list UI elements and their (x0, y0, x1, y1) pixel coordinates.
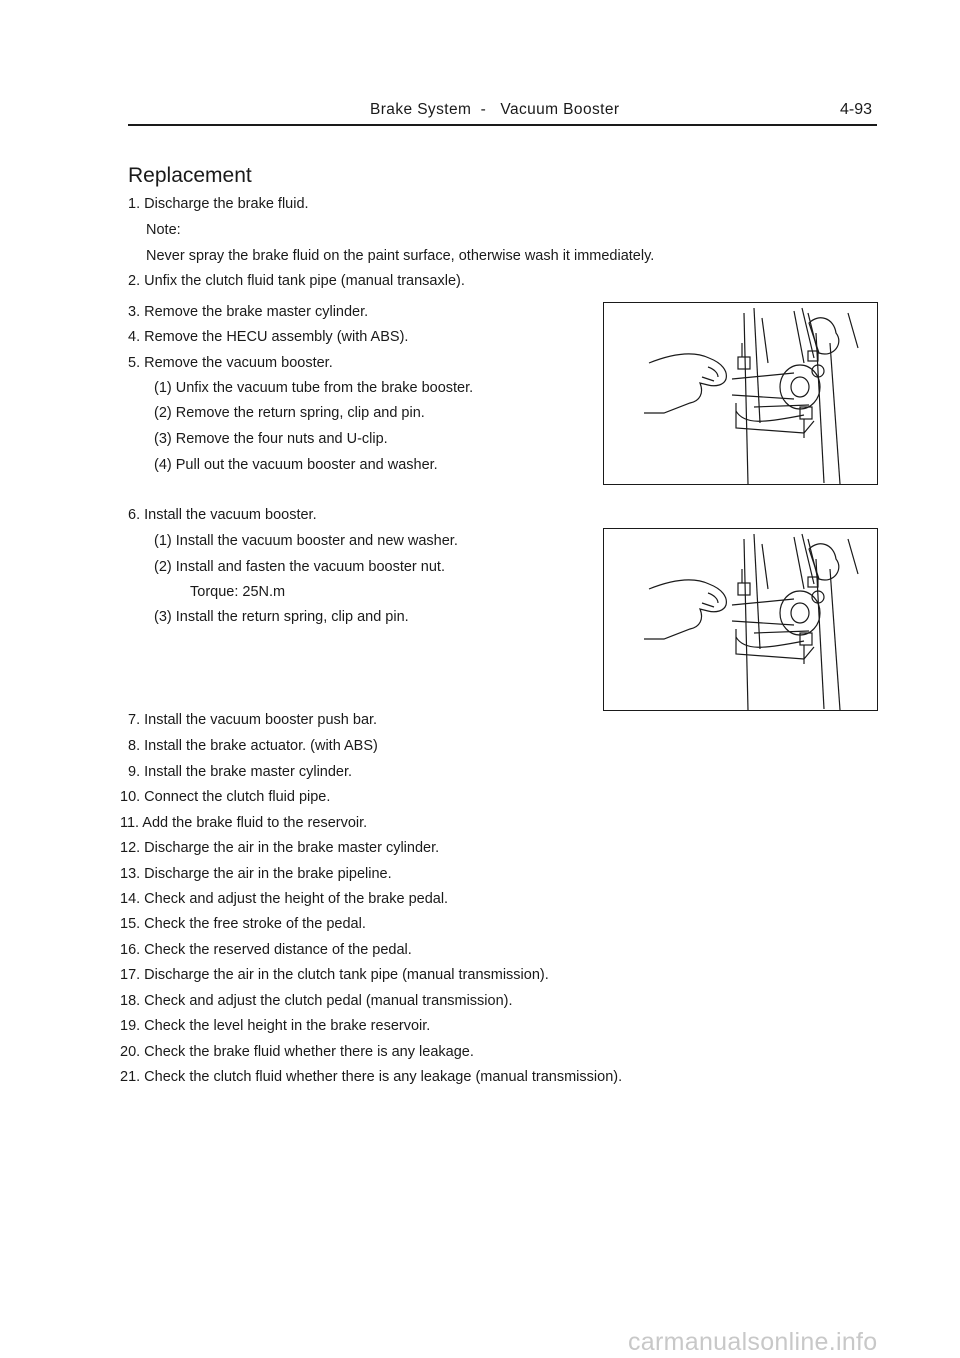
step-20: 20. Check the brake fluid whether there is any leakage. (120, 1044, 474, 1060)
watermark: carmanualsonline.info (628, 1328, 878, 1356)
step-1: 1. Discharge the brake fluid. (128, 196, 309, 212)
step-10: 10. Connect the clutch fluid pipe. (120, 789, 331, 805)
step-7: 7. Install the vacuum booster push bar. (128, 712, 378, 728)
step-5-sub-4: (4) Pull out the vacuum booster and washer. (154, 457, 438, 473)
step-6-sub-3: (3) Install the return spring, clip and pin. (154, 609, 409, 625)
step-6: 6. Install the vacuum booster. (128, 507, 317, 523)
header-title: Brake System - Vacuum Booster (370, 101, 620, 118)
step-16: 16. Check the reserved distance of the pedal. (120, 942, 412, 958)
step-3: 3. Remove the brake master cylinder. (128, 304, 369, 320)
step-5: 5. Remove the vacuum booster. (128, 355, 333, 371)
step-17: 17. Discharge the air in the clutch tank pipe (manual transmission). (120, 967, 549, 983)
torque-spec: Torque: 25N.m (190, 584, 286, 600)
step-4: 4. Remove the HECU assembly (with ABS). (128, 329, 409, 345)
note-label: Note: (146, 222, 181, 238)
step-11: 11. Add the brake fluid to the reservoir. (120, 815, 368, 831)
step-14: 14. Check and adjust the height of the brake pedal. (120, 891, 449, 907)
page-number: 4-93 (840, 101, 873, 118)
header-divider (128, 124, 877, 126)
step-6-sub-2: (2) Install and fasten the vacuum booster nut. (154, 559, 445, 575)
step-12: 12. Discharge the air in the brake master cylinder. (120, 840, 440, 856)
installation-illustration (603, 528, 878, 711)
step-9: 9. Install the brake master cylinder. (128, 764, 353, 780)
section-title: Replacement (128, 164, 252, 187)
step-5-sub-3: (3) Remove the four nuts and U-clip. (154, 431, 388, 447)
step-5-sub-1: (1) Unfix the vacuum tube from the brake booster. (154, 380, 474, 396)
step-19: 19. Check the level height in the brake reservoir. (120, 1018, 431, 1034)
removal-illustration (603, 302, 878, 485)
step-13: 13. Discharge the air in the brake pipeline. (120, 866, 392, 882)
step-8: 8. Install the brake actuator. (with ABS) (128, 738, 378, 754)
step-18: 18. Check and adjust the clutch pedal (manual transmission). (120, 993, 513, 1009)
step-6-sub-1: (1) Install the vacuum booster and new washer. (154, 533, 458, 549)
step-5-sub-2: (2) Remove the return spring, clip and pin. (154, 405, 425, 421)
step-21: 21. Check the clutch fluid whether there is any leakage (manual transmission). (120, 1069, 623, 1085)
note-text: Never spray the brake fluid on the paint surface, otherwise wash it immediately. (146, 248, 655, 264)
step-2: 2. Unfix the clutch fluid tank pipe (manual transaxle). (128, 273, 465, 289)
step-15: 15. Check the free stroke of the pedal. (120, 916, 366, 932)
